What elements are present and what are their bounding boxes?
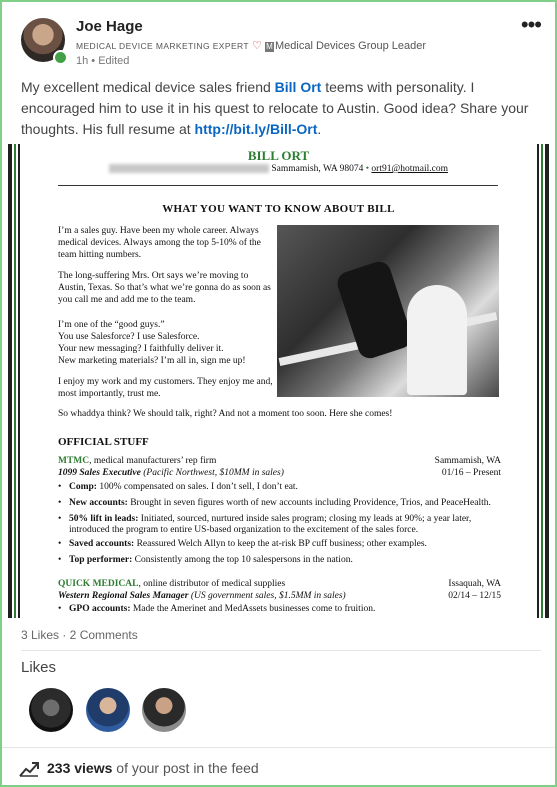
job1-company-desc: , medical manufacturers’ rep firm (89, 456, 217, 466)
views-label: of your post in the feed (112, 760, 259, 776)
job2-header (58, 578, 346, 602)
headline-title: MEDICAL DEVICE MARKETING EXPERT (76, 41, 249, 51)
post-views[interactable] (19, 760, 259, 777)
about-paragraph-3 (58, 319, 274, 367)
group-leader-text: Medical Devices Group Leader (275, 40, 427, 52)
post-header (21, 12, 541, 68)
about-paragraph-2: The long-suffering Mrs. Ort says we’re moving to Austin, Texas. So that’s what we’re gonna do as soon as you call me and add me to the team. (58, 271, 271, 305)
letter-m-icon: M (266, 42, 273, 51)
doc-border-left-inner (18, 144, 20, 618)
redacted-phone (109, 164, 269, 173)
about-line: Your new messaging? I faithfully deliver it. (58, 344, 224, 354)
trending-chart-icon (19, 761, 39, 777)
resume-email: ort91@hotmail.com (371, 164, 448, 174)
bullet-icon: • (365, 164, 370, 174)
stethoscope-icon: ♡ (252, 40, 262, 52)
more-options-icon[interactable]: ••• (520, 12, 541, 37)
views-count: 233 views (47, 760, 113, 776)
liker-avatar[interactable] (86, 688, 130, 732)
section-heading-about: WHAT YOU WANT TO KNOW ABOUT BILL (162, 203, 395, 215)
post-body (21, 77, 541, 140)
doc-border-left (8, 144, 12, 618)
job1-dates: 01/16 – Present (441, 468, 501, 478)
job2-company-desc: , online distributor of medical supplies (138, 579, 286, 589)
divider (58, 185, 498, 186)
resume-image[interactable] (8, 144, 549, 618)
doc-border-left-green (14, 144, 16, 618)
resume-link[interactable]: http://bit.ly/Bill-Ort (194, 121, 318, 137)
job2-title-desc: (US government sales, $1.5MM in sales) (188, 591, 346, 601)
job1-title: 1099 Sales Executive (58, 468, 141, 478)
reaction-counts[interactable]: 3 Likes · 2 Comments (21, 628, 138, 642)
job1-bullet: • Comp: 100% compensated on sales. I don’t sell, I don’t eat. (58, 482, 298, 492)
author-name[interactable]: Joe Hage (76, 18, 143, 35)
job1-company: MTMC (58, 456, 90, 466)
about-paragraph-1: I’m a sales guy. Have been my whole career. Always medical devices. Always among the top 5-10% of the team hitting numbers. (58, 226, 261, 260)
likes-heading: Likes (21, 659, 57, 676)
closing-line: So whaddya think? We should talk, right? And not a moment too soon. Here she comes! (58, 409, 393, 419)
post-text-3: . (317, 121, 322, 137)
resume-content (40, 144, 517, 618)
online-status-icon (53, 50, 68, 65)
job1-header (58, 455, 284, 479)
liker-avatar[interactable] (29, 688, 73, 732)
liker-avatar[interactable] (142, 688, 186, 732)
job1-bullet: • 50% lift in leads: Initiated, sourced, nurtured inside sales program; closing my leads at 90%; a year later, introduced the program to entire US-based organization to the excitement of the sales force. (58, 514, 472, 535)
job1-title-desc: (Pacific Northwest, $10MM in sales) (140, 468, 284, 478)
divider (2, 747, 555, 748)
job1-bullet: • Saved accounts: Reassured Welch Allyn to keep the at-risk BP cuff business; other examples. (58, 539, 427, 549)
about-line: I’m one of the “good guys.” (58, 320, 165, 330)
mention-link[interactable]: Bill Ort (274, 79, 322, 95)
post-text-2: teems with personality. I encouraged him to use it in his quest to relocate to Austin. Good idea? Share your thoughts. His full resume at (21, 79, 529, 137)
post-meta: 1h • Edited (76, 55, 130, 67)
resume-contact (40, 164, 517, 174)
resume-name: BILL ORT (247, 148, 310, 163)
about-line: New marketing materials? I’m all in, sign me up! (58, 356, 246, 366)
job2-title: Western Regional Sales Manager (58, 591, 189, 601)
job1-meta (435, 455, 501, 479)
job1-location: Sammamish, WA (434, 456, 501, 466)
resume-city: Sammamish, WA 98074 (271, 164, 364, 174)
wedding-photo (277, 225, 499, 397)
job2-meta (448, 578, 501, 602)
job2-location: Issaquah, WA (448, 579, 501, 589)
post-text-1: My excellent medical device sales friend (21, 79, 275, 95)
job2-company: QUICK MEDICAL (58, 579, 139, 589)
job2-bullet: • GPO accounts: Made the Amerinet and MedAssets businesses come to fruition. (58, 604, 376, 614)
divider (21, 650, 541, 651)
job1-bullet: • New accounts: Brought in seven figures worth of new accounts including Providence, Trios, and PeaceHealth. (58, 498, 491, 508)
about-paragraph-4: I enjoy my work and my customers. They enjoy me and, most importantly, trust me. (58, 377, 273, 399)
author-headline (76, 39, 426, 52)
job1-bullet: • Top performer: Consistently among the top 10 salespersons in the nation. (58, 555, 353, 565)
doc-border-right-green (541, 144, 543, 618)
job2-dates: 02/14 – 12/15 (448, 591, 501, 601)
about-line: You use Salesforce? I use Salesforce. (58, 332, 200, 342)
section-heading-official: OFFICIAL STUFF (58, 436, 149, 448)
doc-border-right (545, 144, 549, 618)
doc-border-right-inner (537, 144, 539, 618)
